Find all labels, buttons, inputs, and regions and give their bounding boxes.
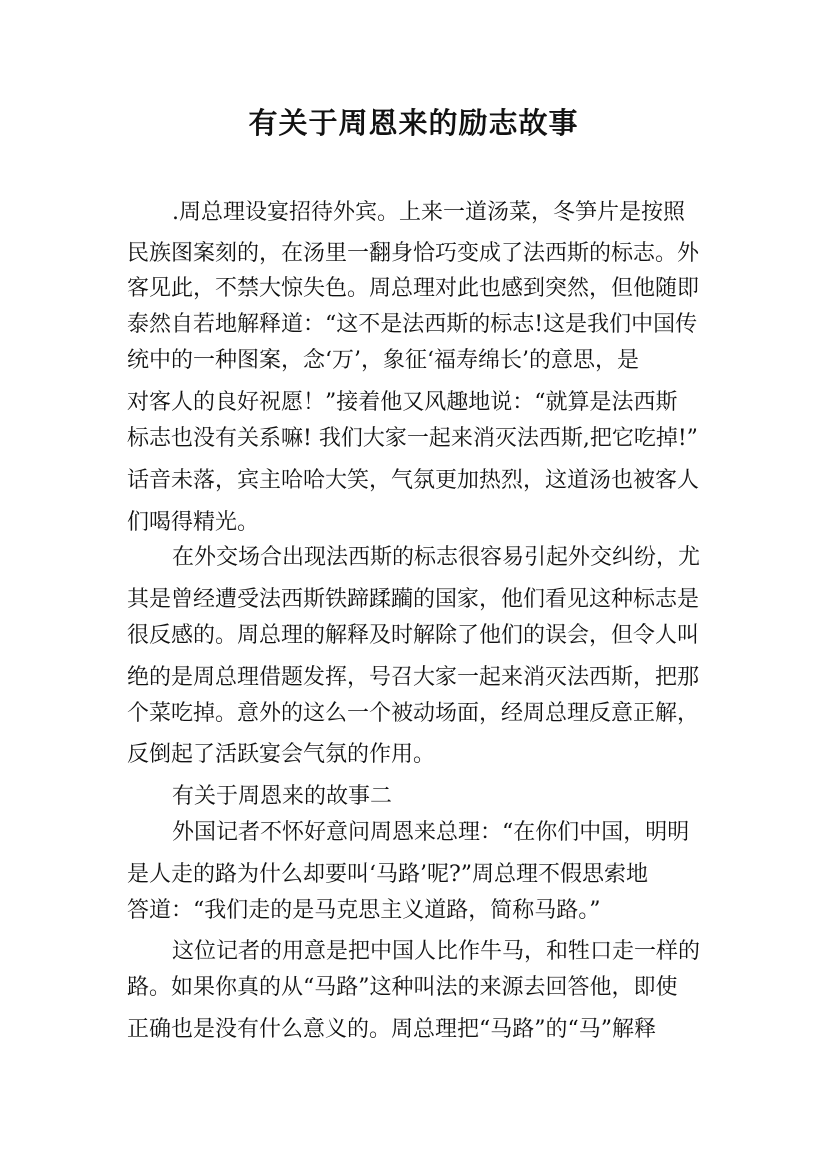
text-line: 这位记者的用意是把中国人比作牛马，和牲口走一样的 xyxy=(172,939,701,964)
text-line: 反倒起了活跃宴会气氛的作用。 xyxy=(127,742,436,767)
text-line: 外国记者不怀好意问周恩来总理：“在你们中国，明明 xyxy=(172,820,690,845)
text-line: 民族图案刻的，在汤里一翻身恰巧变成了法西斯的标志。外 xyxy=(127,241,700,266)
text-line: 统中的一种图案，念‘万’，象征‘福寿绵长’的意思，是 xyxy=(127,348,639,373)
text-line: 在外交场合出现法西斯的标志很容易引起外交纠纷，尤 xyxy=(172,545,701,570)
text-line: 其是曾经遭受法西斯铁蹄蹂躏的国家，他们看见这种标志是 xyxy=(127,587,700,612)
text-line: 正确也是没有什么意义的。周总理把“马路”的“马”解释 xyxy=(127,1017,656,1042)
text-line: 标志也没有关系嘛! 我们大家一起来消灭法西斯,把它吃掉!” xyxy=(127,426,698,451)
text-line: 泰然自若地解释道：“这不是法西斯的标志!这是我们中国传 xyxy=(127,312,698,337)
text-line: 话音未落，宾主哈哈大笑，气氛更加热烈，这道汤也被客人 xyxy=(127,468,700,493)
text-line: 对客人的良好祝愿！”接着他又风趣地说：“就算是法西斯 xyxy=(127,390,678,415)
text-line: 绝的是周总理借题发挥，号召大家一起来消灭法西斯，把那 xyxy=(127,665,700,690)
document-title: 有关于周恩来的励志故事 xyxy=(248,106,579,140)
section-heading: 有关于周恩来的故事二 xyxy=(172,784,393,809)
text-line: 是人走的路为什么却要叫‘马路’呢?”周总理不假思索地 xyxy=(127,862,649,887)
text-line: 个菜吃掉。意外的这么一个被动场面，经周总理反意正解， xyxy=(127,701,700,726)
text-line: 客见此，不禁大惊失色。周总理对此也感到突然，但他随即 xyxy=(127,276,700,301)
text-line: .周总理设宴招待外宾。上来一道汤菜，冬笋片是按照 xyxy=(172,200,685,225)
text-line: 路。如果你真的从“马路”这种叫法的来源去回答他，即使 xyxy=(127,975,678,1000)
text-line: 很反感的。周总理的解释及时解除了他们的误会，但令人叫 xyxy=(127,623,700,648)
text-line: 答道：“我们走的是马克思主义道路，简称马路。” xyxy=(127,898,601,923)
text-line: 们喝得精光。 xyxy=(127,510,260,535)
